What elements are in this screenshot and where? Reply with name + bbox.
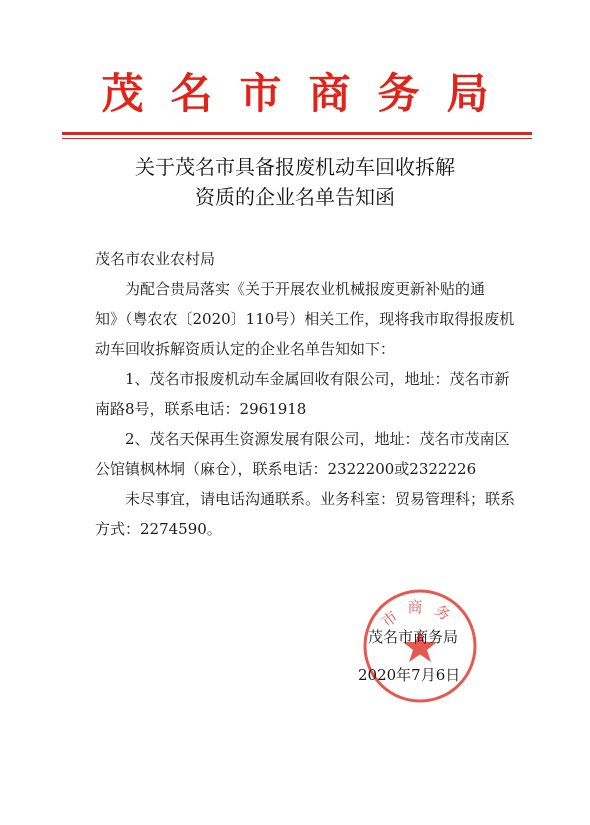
document-title	[60, 152, 530, 212]
seal-text: 市商务	[378, 598, 462, 631]
letterhead-rule-thin	[62, 138, 532, 139]
body-paragraph-intro: 为配合贵局落实《关于开展农业机械报废更新补贴的通知》（粤农农〔2020〕110号）相关工作，现将我市取得报废机动车回收拆解资质认定的企业名单告知如下：	[95, 280, 515, 358]
letterhead-org-name: 茂名市商务局	[101, 69, 516, 118]
title-line-2: 资质的企业名单告知函	[195, 185, 395, 209]
signature-block	[358, 622, 508, 690]
signature-date: 2020年7月6日	[358, 666, 461, 684]
recipient: 茂名市农业农村局	[95, 250, 216, 268]
title-line-1: 关于茂名市具备报废机动车回收拆解	[135, 155, 455, 179]
body-paragraph-company-1: 1、茂名市报废机动车金属回收有限公司，地址：茂名市新南路8号，联系电话：2961918	[95, 370, 510, 418]
signature-issuer: 茂名市商务局	[368, 628, 459, 646]
letterhead-rule-thick	[62, 132, 532, 135]
document-body	[95, 244, 515, 544]
body-paragraph-company-2: 2、茂名天保再生资源发展有限公司，地址：茂名市茂南区公馆镇枫林垌（麻仓），联系电话：2322200或2322226	[95, 430, 510, 478]
body-paragraph-closing: 未尽事宜，请电话沟通联系。业务科室：贸易管理科；联系方式：2274590。	[95, 490, 516, 538]
